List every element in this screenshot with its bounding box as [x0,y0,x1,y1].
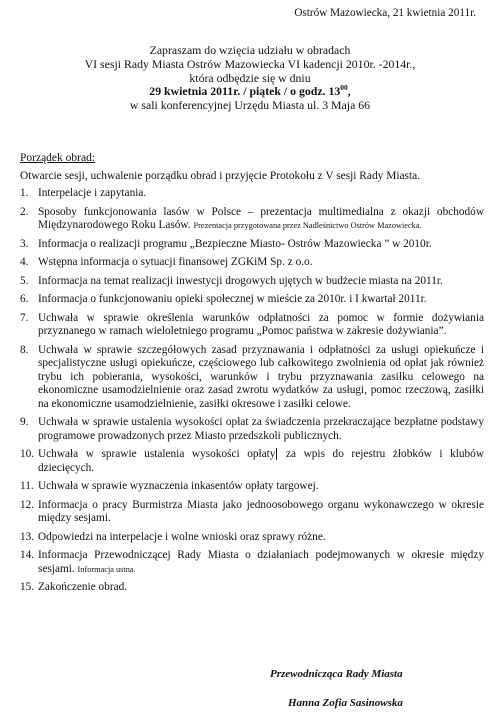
agenda-item-number: 6. [20,293,29,305]
agenda-item [0,206,500,233]
agenda-title: Porządek obrad: [20,152,96,164]
agenda-item-text: Uchwała w sprawie ustalenia wysokości opłat za świadczenia przekraczające bezpłatne podstawy programowe prowadzonych przez Miasto przedszkoli publicznych. [38,416,484,442]
agenda-item [0,312,500,339]
agenda-item-number: 9. [20,416,29,428]
invitation-line-1: Zapraszam do wzięcia udziału w obradach [149,43,351,57]
agenda-item-number: 4. [20,256,29,268]
agenda-item-number: 13. [20,530,35,543]
agenda-item [0,549,500,576]
session-date-time [0,85,500,99]
agenda-item [0,187,500,201]
agenda-item-text: Uchwała w sprawie szczegółowych zasad przyznawania i odpłatności za usługi opiekuńcze i specjalistyczne usługi opiekuńcze, częściowego lub całkowitego zwolnienia od opłat jak również trybu ich pobierania, wysokości, warunków i trybu przyznawania zasiłku celowego na ekonomiczne usamodzielnienie oraz zasad zwrotu wydatków za usługi, pomoc rzeczową, zasiłki na ekonomiczne usamodzielnienie, zasiłki okresowe i zasiłki celowe. [38,343,484,410]
agenda-item-text: Informacja na temat realizacji inwestycji drogowych ujętych w budżecie miasta na 2011r. [38,274,443,287]
agenda-item-text: Informacja o pracy Burmistrza Miasta jako jednoosobowego organu wykonawczego w okresie między sesjami. [38,498,484,524]
agenda-item-text: Zakończenie obrad. [38,581,128,593]
agenda-item [0,531,500,545]
agenda-item-number: 8. [20,343,29,356]
invitation-line-2: VI sesji Rady Miasta Ostrów Mazowiecka VI kadencji 2010r. -2014r., [84,56,416,71]
agenda-item-text: Uchwała w sprawie wyznaczenia inkasentów opłaty targowej. [38,480,319,492]
agenda-item-text: Informacja o realizacji programu „Bezpieczne Miasto- Ostrów Mazowiecka ” w 2010r. [38,237,432,250]
agenda-item-number: 11. [20,480,34,492]
agenda-item [0,581,500,595]
signature-role: Przewodnicząca Rady Miasta [270,668,403,680]
agenda-item [0,256,500,270]
session-date-comma: , [347,84,351,99]
session-place: w sali konferencyjnej Urzędu Miasta ul. 3 Maja 66 [129,98,371,113]
agenda-list [0,187,500,600]
agenda-item-note: Prezentacja przygotowana przez Nadleśnictwo Ostrów Mazowiecka. [193,221,422,230]
agenda-item [0,448,500,475]
agenda-item-note: Informacja ustna. [77,564,136,574]
agenda-item [0,499,500,526]
agenda-item [0,416,500,443]
agenda-item-text: Interpelacje i zapytania. [38,187,147,199]
agenda-item [0,238,500,252]
agenda-item-number: 3. [20,237,29,250]
agenda-item [0,344,500,412]
agenda-item-number: 5. [20,274,29,287]
agenda-item [0,275,500,289]
agenda-item-number: 2. [20,205,29,218]
agenda-item [0,293,500,307]
agenda-item-text: Sposoby funkcjonowania lasów w Polsce – prezentacja multimedialna z okazji obchodów Międzynarodowego Roku Lasów. [38,205,484,231]
agenda-item-number: 10. [20,448,35,460]
agenda-item-number: 7. [20,311,29,324]
agenda-item-number: 1. [20,187,29,199]
agenda-item [0,480,500,494]
agenda-item-text: Odpowiedzi na interpelacje i wolne wnioski oraz sprawy różne. [38,530,326,543]
invitation-line-3: która odbędzie się w dniu [189,70,311,85]
agenda-item-text: Informacja o funkcjonowaniu opieki społecznej w mieście za 2010r. i I kwartał 2011r. [38,293,427,305]
agenda-item-number: 14. [20,549,35,561]
invitation-block [0,44,500,113]
agenda-item-text-start: Uchwała w sprawie ustalenia wysokości opłaty [38,448,276,460]
agenda-item-text: Wstępna informacja o sytuacji finansowej ZGKiM Sp. z o.o. [38,256,313,268]
agenda-item-number: 12. [20,498,35,511]
agenda-item-text-end: za wpis do rejestru żłobków i klubów dziecięcych. [38,448,484,474]
agenda-item-number: 15. [20,581,35,593]
agenda-item-text: Uchwała w sprawie określenia warunków odpłatności za pomoc w formie dożywiania przyznanego w ramach wieloletniego programu „Pomoc państwa w zakresie dożywiania”. [38,311,484,337]
session-date-text: 29 kwietnia 2011r. / piątek / o godz. 13 [149,84,341,99]
agenda-opening: Otwarcie sesji, uchwalenie porządku obrad i przyjęcie Protokołu z V sesji Rady Miasta. [20,170,421,182]
session-time-minutes: 00 [340,83,348,93]
signature-name: Hanna Zofia Sasinowska [288,697,403,709]
place-and-date: Ostrów Mazowiecka, 21 kwietnia 2011r. [294,7,476,19]
agenda-item-text: Informacja Przewodniczącej Rady Miasta o działaniach podejmowanych w okresie między sesjami. [38,549,484,575]
